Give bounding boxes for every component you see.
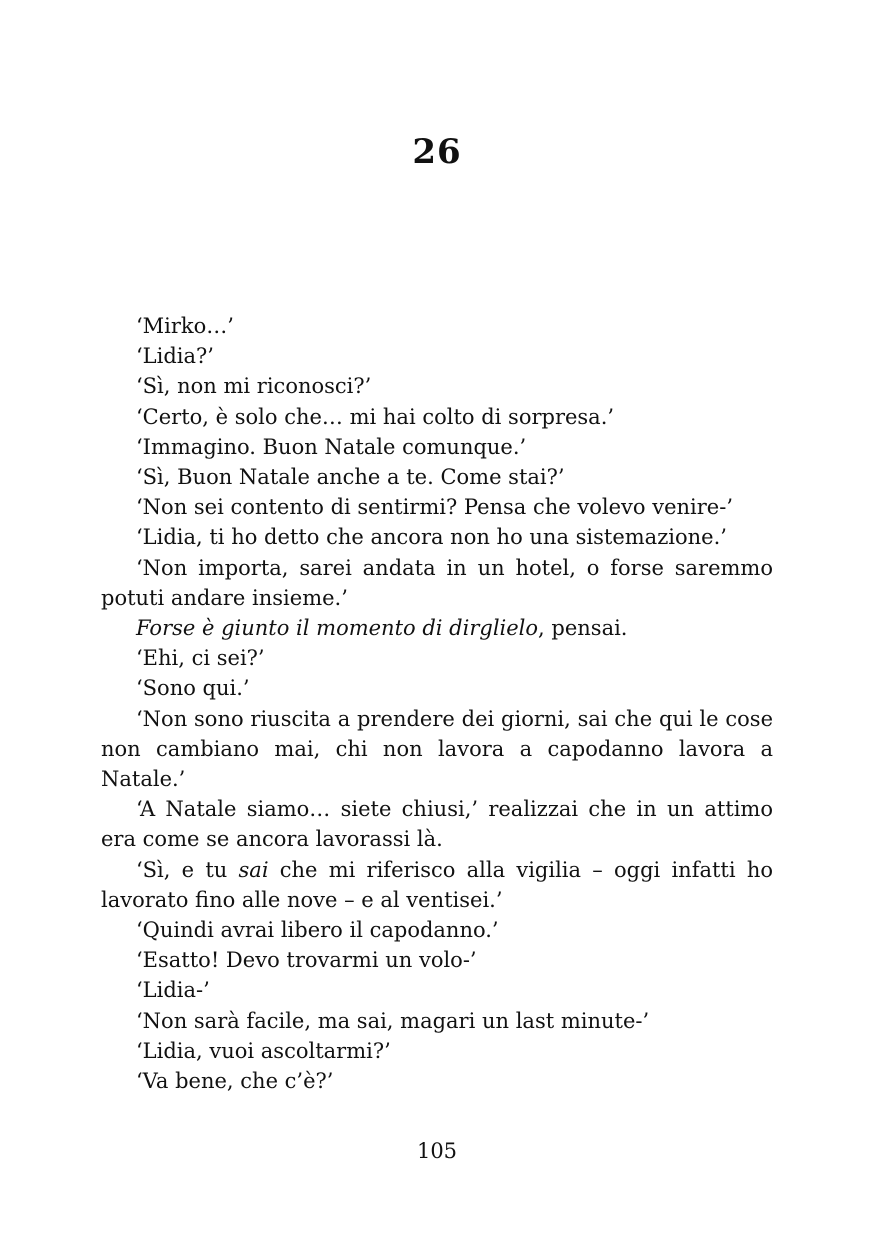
paragraph: ‘Non sono riuscita a prendere dei giorni, sai che qui le cose non cambiano mai, chi non lavora a capodanno lavora a Natale.’ [101, 706, 773, 792]
paragraph: ‘Sì, non mi riconosci?’ [136, 374, 372, 399]
paragraph: ‘Lidia, ti ho detto che ancora non ho una sistemazione.’ [136, 525, 727, 550]
paragraph-tail: che mi riferisco alla vigilia – oggi infatti ho lavorato fino alle nove – e al ventisei.’ [101, 857, 773, 912]
paragraph-tail: , pensai. [538, 616, 628, 641]
paragraph-emphasis [101, 855, 773, 915]
paragraph: ‘Sì, Buon Natale anche a te. Come stai?’ [136, 465, 565, 490]
chapter-number: 26 [412, 132, 462, 172]
chapter-text [101, 311, 773, 1096]
paragraph-head: ‘Sì, e tu [136, 857, 239, 882]
paragraph: ‘Non sei contento di sentirmi? Pensa che volevo venire-’ [136, 495, 733, 520]
paragraph: ‘Sono qui.’ [136, 676, 250, 701]
page-number: 105 [416, 1139, 458, 1163]
paragraph: ‘Lidia, vuoi ascoltarmi?’ [136, 1038, 391, 1063]
paragraph: ‘Mirko…’ [136, 314, 234, 338]
paragraph: ‘Lidia?’ [136, 344, 214, 369]
paragraph: ‘Esatto! Devo trovarmi un volo-’ [136, 948, 477, 973]
paragraph: ‘Non importa, sarei andata in un hotel, o forse saremmo potuti andare insieme.’ [101, 555, 773, 610]
paragraph: ‘Va bene, che c’è?’ [136, 1069, 334, 1094]
paragraph: ‘Non sarà facile, ma sai, magari un last minute-’ [136, 1008, 650, 1033]
italic-thought: Forse è giunto il momento di dirglielo [136, 616, 539, 641]
italic-word: sai [238, 857, 269, 882]
paragraph: ‘Lidia-’ [136, 978, 210, 1003]
paragraph: ‘Ehi, ci sei?’ [136, 646, 265, 671]
paragraph: ‘A Natale siamo… siete chiusi,’ realizzai che in un attimo era come se ancora lavorassi là. [101, 797, 773, 852]
paragraph: ‘Quindi avrai libero il capodanno.’ [136, 918, 499, 943]
paragraph-thought [101, 613, 773, 643]
paragraph: ‘Immagino. Buon Natale comunque.’ [136, 434, 527, 459]
paragraph: ‘Certo, è solo che… mi hai colto di sorpresa.’ [136, 404, 615, 429]
